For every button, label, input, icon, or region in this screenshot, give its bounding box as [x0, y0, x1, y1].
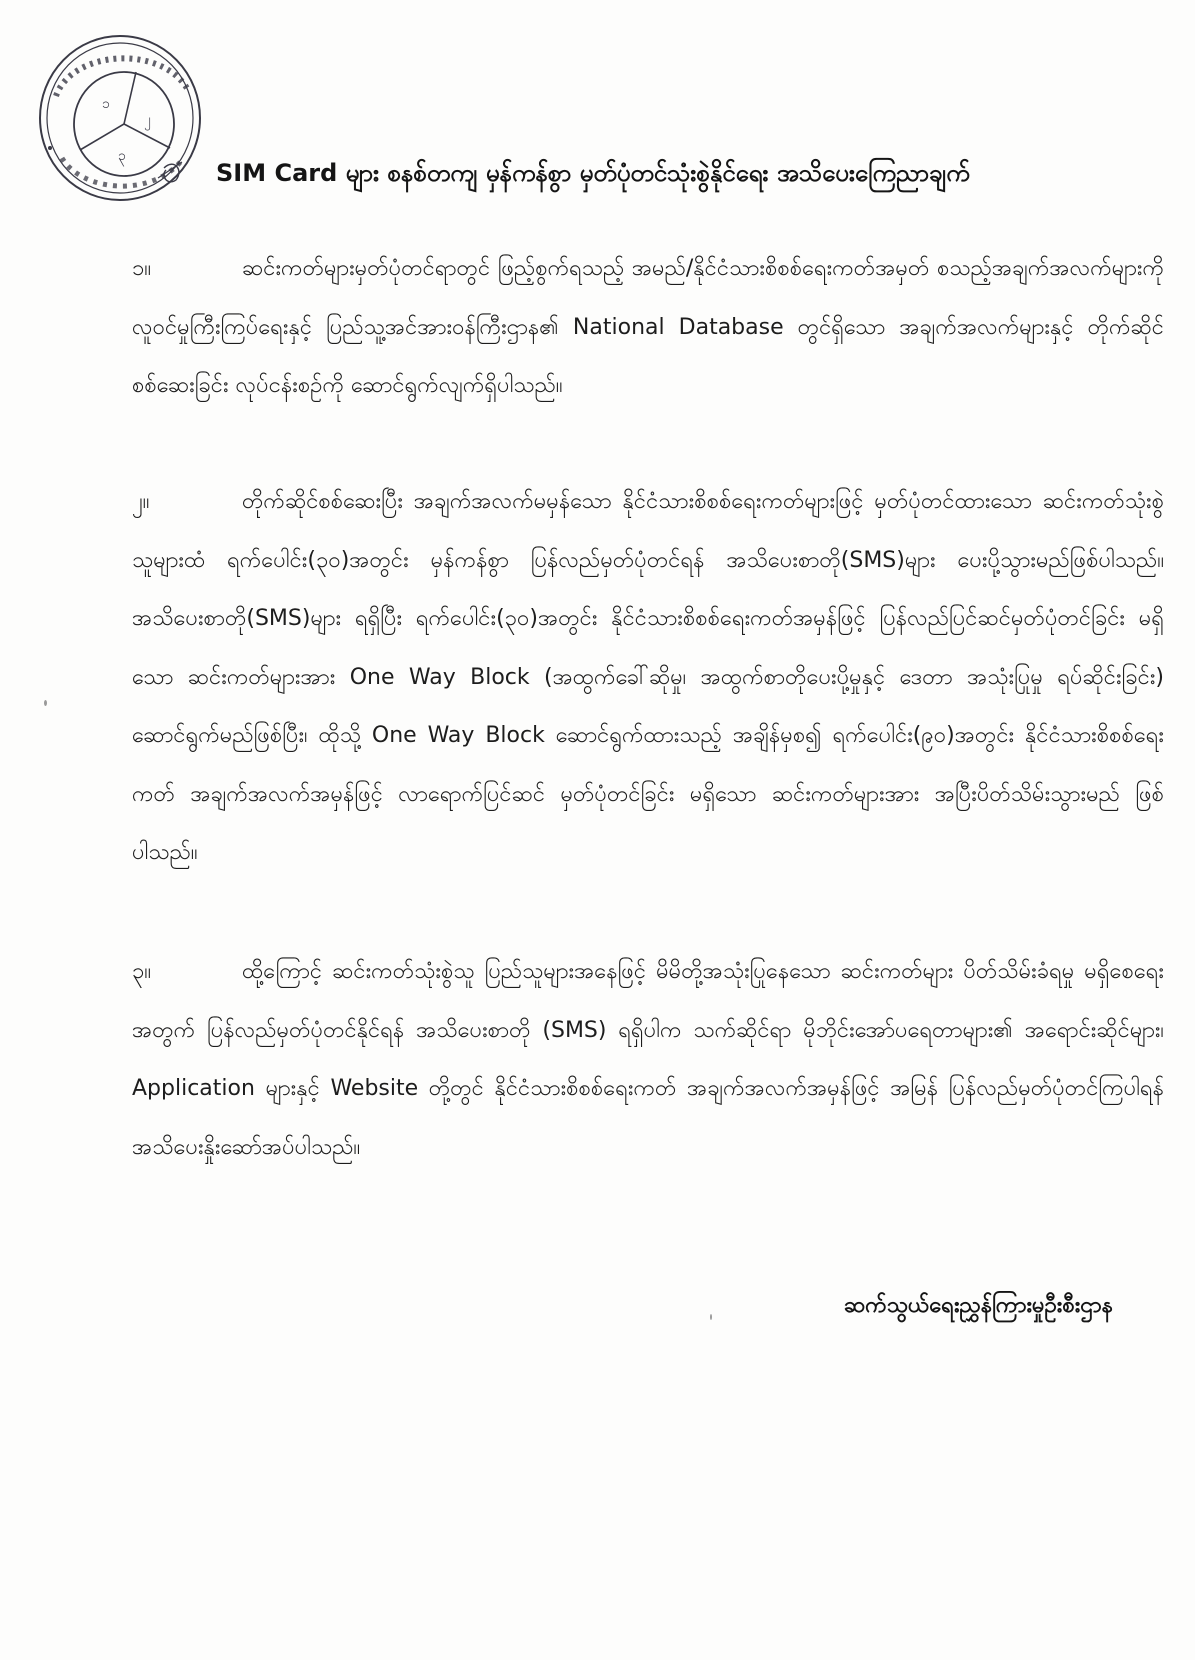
- paragraph-text: ဆင်းကတ်များမှတ်ပုံတင်ရာတွင် ဖြည့်စွက်ရသည့် အမည်/နိုင်ငံသားစိစစ်ရေးကတ်အမှတ် စသည့်အချက်အလက်များကို လူဝင်မှုကြီးကြပ်ရေးနှင့် ပြည်သူ့အင်အားဝန်ကြီးဌာန၏ National Database တွင်ရှိသော အချက်အလက်များနှင့် တိုက်ဆိုင်စစ်ဆေးခြင်း လုပ်ငန်းစဉ်ကို ဆောင်ရွက်လျက်ရှိပါသည်။: [132, 256, 1164, 398]
- stamp-segment-label-2: ၂: [144, 112, 151, 128]
- official-seal-stamp: [32, 20, 212, 206]
- paragraph-text: ထို့ကြောင့် ဆင်းကတ်သုံးစွဲသူ ပြည်သူများအနေဖြင့် မိမိတို့အသုံးပြုနေသော ဆင်းကတ်များ ပိတ်သိမ်းခံရမှု မရှိစေရေးအတွက် ပြန်လည်မှတ်ပုံတင်နိုင်ရန် အသိပေးစာတို (SMS) ရရှိပါက သက်ဆိုင်ရာ မိုဘိုင်းအော်ပရေတာများ၏ အရောင်းဆိုင်များ၊ Application များနှင့် Website တို့တွင် နိုင်ငံသားစိစစ်ရေးကတ် အချက်အလက်အမှန်ဖြင့် အမြန် ပြန်လည်မှတ်ပုံတင်ကြပါရန် အသိပေးနှိုးဆော်အပ်ပါသည်။: [132, 959, 1164, 1160]
- paragraph-number: ၁။: [132, 256, 152, 281]
- paragraph-number: ၃။: [132, 959, 152, 984]
- stamp-segment-label-1: ၁: [102, 96, 110, 112]
- paragraph-number: ၂။: [132, 489, 150, 514]
- signature-department: ဆက်သွယ်ရေးညွှန်ကြားမှုဦးစီးဌာန: [843, 1293, 1113, 1318]
- paragraph-1: [132, 240, 1164, 416]
- paragraph-2: [132, 473, 1164, 883]
- stamp-segment-label-3: ၃: [118, 148, 126, 164]
- scan-speck: [44, 700, 47, 706]
- page-title: SIM Card များ စနစ်တကျ မှန်ကန်စွာ မှတ်ပုံတင်သုံးစွဲနိုင်ရေး အသိပေးကြေညာချက်: [216, 159, 970, 187]
- scan-speck: [710, 1314, 712, 1320]
- paragraph-text: တိုက်ဆိုင်စစ်ဆေးပြီး အချက်အလက်မမှန်သော နိုင်ငံသားစိစစ်ရေးကတ်များဖြင့် မှတ်ပုံတင်ထားသော ဆင်းကတ်သုံးစွဲသူများထံ ရက်ပေါင်း(၃၀)အတွင်း မှန်ကန်စွာ ပြန်လည်မှတ်ပုံတင်ရန် အသိပေးစာတို(SMS)များ ပေးပို့သွားမည်ဖြစ်ပါသည်။ အသိပေးစာတို(SMS)များ ရရှိပြီး ရက်ပေါင်း(၃၀)အတွင်း နိုင်ငံသားစိစစ်ရေးကတ်အမှန်ဖြင့် ပြန်လည်ပြင်ဆင်မှတ်ပုံတင်ခြင်း မရှိသော ဆင်းကတ်များအား One Way Block (အထွက်ခေါ်ဆိုမှု၊ အထွက်စာတိုပေးပို့မှုနှင့် ဒေတာ အသုံးပြုမှု ရပ်ဆိုင်းခြင်း) ဆောင်ရွက်မည်ဖြစ်ပြီး၊ ထိုသို့ One Way Block ဆောင်ရွက်ထားသည့် အချိန်မှစ၍ ရက်ပေါင်း(၉၀)အတွင်း နိုင်ငံသားစိစစ်ရေးကတ် အချက်အလက်အမှန်ဖြင့် လာရောက်ပြင်ဆင် မှတ်ပုံတင်ခြင်း မရှိသော ဆင်းကတ်များအား အပြီးပိတ်သိမ်းသွားမည် ဖြစ်ပါသည်။: [132, 489, 1164, 865]
- paragraph-3: [132, 943, 1164, 1177]
